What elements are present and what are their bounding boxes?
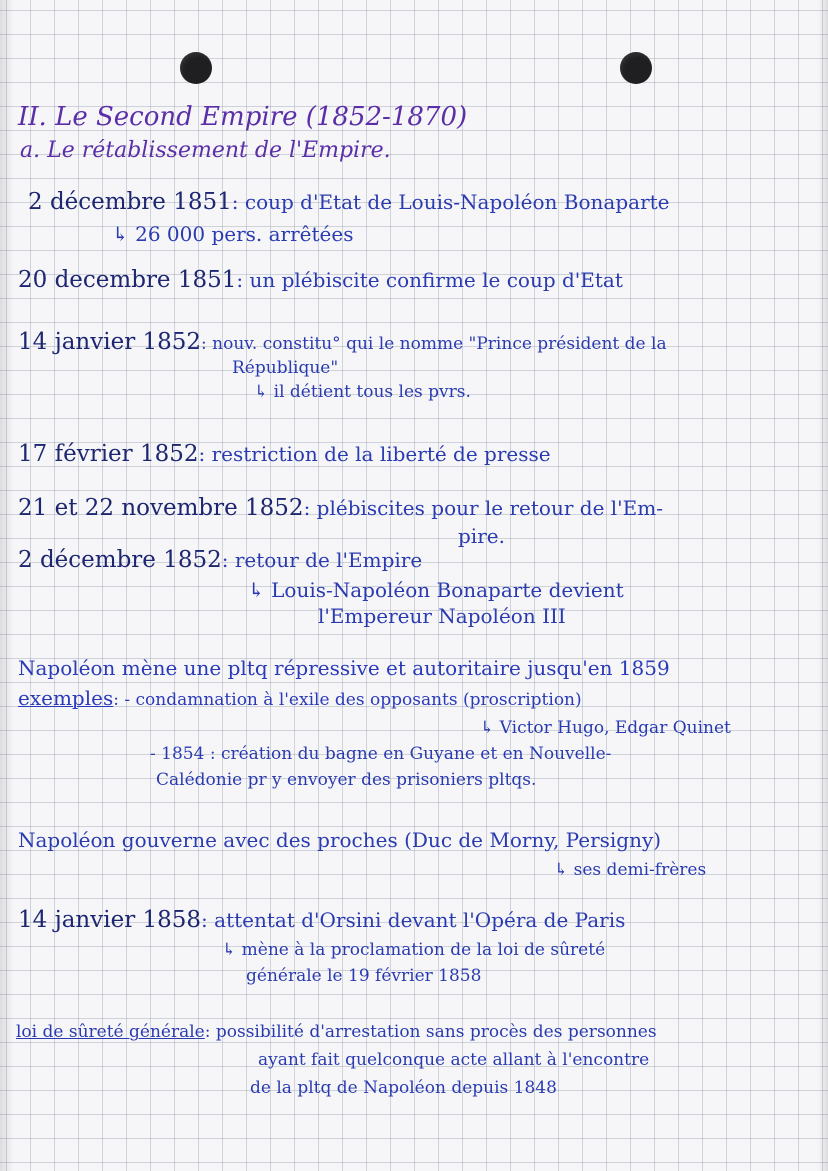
- timeline-date: 17 février 1852: [18, 441, 199, 467]
- government-arrow-note: ↳ ses demi-frères: [554, 860, 707, 880]
- timeline-arrow-note: ↳ 26 000 pers. arrêtées: [112, 222, 354, 246]
- timeline-text: : coup d'Etat de Louis-Napoléon Bonaparte: [231, 190, 670, 214]
- loi-text: : possibilité d'arrestation sans procès des personnes: [204, 1022, 657, 1042]
- loi-continuation: de la pltq de Napoléon depuis 1848: [250, 1078, 557, 1098]
- page-shadow-right: [818, 0, 828, 1171]
- repression-intro: Napoléon mène une pltq répressive et autoritaire jusqu'en 1859: [18, 656, 670, 680]
- example-continuation: Calédonie pr y envoyer des prisoniers pltqs.: [156, 770, 537, 790]
- examples-line: [18, 686, 582, 712]
- timeline-arrow-note: ↳ Louis-Napoléon Bonaparte devient: [248, 578, 624, 602]
- timeline-entry: [18, 548, 422, 572]
- section-title: II. Le Second Empire (1852-1870): [18, 102, 468, 132]
- timeline-continuation: République": [232, 358, 339, 378]
- attentat-entry: [18, 908, 625, 932]
- attentat-text: : attentat d'Orsini devant l'Opéra de Paris: [201, 908, 626, 932]
- timeline-entry: [18, 268, 623, 292]
- timeline-entry: [28, 190, 670, 214]
- timeline-text: : un plébiscite confirme le coup d'Etat: [236, 268, 623, 292]
- government-line: Napoléon gouverne avec des proches (Duc de Morny, Persigny): [18, 828, 662, 852]
- timeline-text: : restriction de la liberté de presse: [198, 442, 551, 466]
- punch-hole-left: [180, 52, 212, 84]
- timeline-entry: [18, 496, 663, 520]
- timeline-date: 21 et 22 novembre 1852: [18, 495, 304, 521]
- attentat-date: 14 janvier 1858: [18, 907, 202, 933]
- timeline-date: 20 decembre 1851: [18, 267, 237, 293]
- loi-entry: [16, 1018, 657, 1044]
- timeline-date: 2 décembre 1851: [28, 189, 232, 215]
- page-shadow-left: [0, 0, 14, 1171]
- subsection-title: a. Le rétablissement de l'Empire.: [20, 138, 391, 163]
- attentat-arrow-note: ↳ mène à la proclamation de la loi de sûreté: [222, 940, 606, 960]
- timeline-text: : retour de l'Empire: [221, 548, 423, 572]
- punch-hole-right: [620, 52, 652, 84]
- timeline-continuation: pire.: [458, 524, 505, 548]
- timeline-entry: [18, 442, 551, 466]
- timeline-arrow-note: ↳ il détient tous les pvrs.: [254, 382, 471, 402]
- timeline-continuation: l'Empereur Napoléon III: [318, 604, 566, 628]
- loi-label: loi de sûreté générale: [16, 1022, 205, 1042]
- timeline-text: : nouv. constitu° qui le nomme "Prince président de la: [201, 334, 667, 354]
- example-arrow-note: ↳ Victor Hugo, Edgar Quinet: [480, 718, 731, 738]
- example-item: - 1854 : création du bagne en Guyane et en Nouvelle-: [150, 744, 612, 764]
- timeline-date: 2 décembre 1852: [18, 547, 222, 573]
- attentat-continuation: générale le 19 février 1858: [246, 966, 482, 986]
- examples-label: exemples: [18, 686, 114, 710]
- example-item: : - condamnation à l'exile des opposants (proscription): [113, 690, 582, 710]
- timeline-text: : plébiscites pour le retour de l'Em-: [303, 496, 663, 520]
- timeline-date: 14 janvier 1852: [18, 329, 202, 355]
- timeline-entry: [18, 330, 667, 356]
- loi-continuation: ayant fait quelconque acte allant à l'encontre: [258, 1050, 650, 1070]
